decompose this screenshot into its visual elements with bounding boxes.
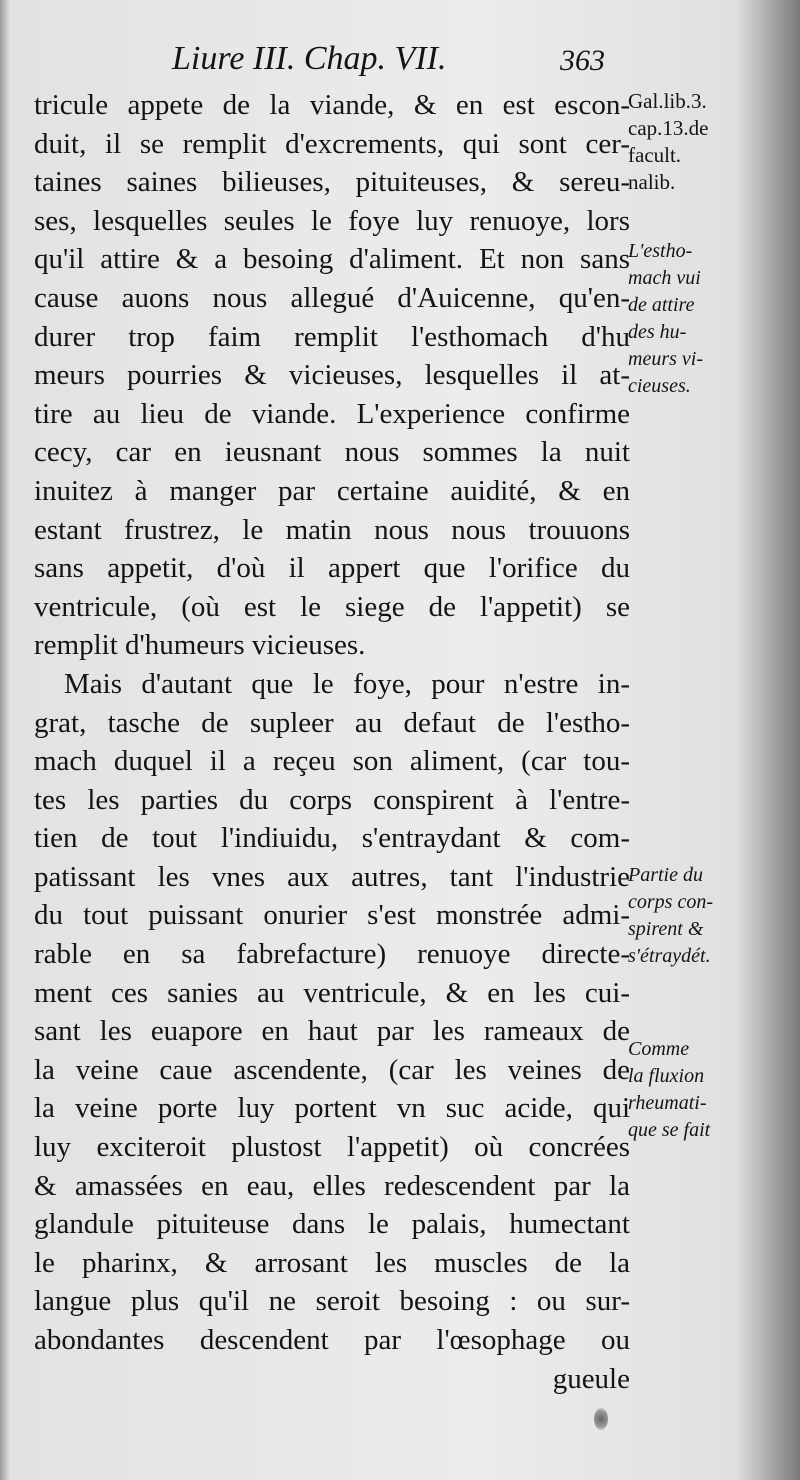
- margin-note-parties: [628, 862, 794, 970]
- text-line: cause auons nous allegué d'Auicenne, qu'en-: [34, 281, 630, 314]
- margin-note-line: Gal.lib.3.: [628, 89, 707, 113]
- margin-note-line: Comme: [628, 1038, 690, 1060]
- text-line: du tout puissant onurier s'est monstrée admi-: [34, 899, 630, 932]
- text-line: glandule pituiteuse dans le palais, humectant: [34, 1208, 630, 1241]
- margin-note-line: corps con-: [628, 891, 713, 913]
- text-line: & amassées en eau, elles redescendent par la: [34, 1169, 630, 1202]
- catchword: gueule: [552, 1362, 630, 1395]
- text-line: sant les euapore en haut par les rameaux de: [34, 1015, 630, 1048]
- page-number: 363: [560, 44, 605, 77]
- text-line: ses, lesquelles seules le foye luy renuoye, lors: [34, 204, 630, 237]
- margin-note-line: L'estho-: [628, 240, 693, 262]
- text-line: grat, tasche de supleer au defaut de l'estho-: [34, 706, 630, 739]
- margin-note-line: des hu-: [628, 321, 687, 343]
- text-line: ventricule, (où est le siege de l'appetit) se: [34, 590, 630, 623]
- margin-note-line: facult.: [628, 143, 682, 167]
- margin-note-esthomach: [628, 238, 794, 400]
- text-line: durer trop faim remplit l'esthomach d'hu: [34, 320, 630, 353]
- text-line: duit, il se remplit d'excrements, qui sont cer-: [34, 127, 630, 160]
- text-line: estant frustrez, le matin nous nous trouuons: [34, 513, 630, 546]
- running-title: Liure III. Chap. VII.: [172, 40, 447, 77]
- text-line: la veine porte luy portent vn suc acide, qui: [34, 1092, 630, 1125]
- text-line: luy exciteroit plustost l'appetit) où concrées: [34, 1131, 630, 1164]
- text-line: la veine caue ascendente, (car les veines de: [34, 1053, 630, 1086]
- text-line: le pharinx, & arrosant les muscles de la: [34, 1246, 630, 1279]
- text-line: meurs pourries & vicieuses, lesquelles il at-: [34, 359, 630, 392]
- margin-note-line: mach vui: [628, 267, 701, 289]
- margin-note-fluxion: [628, 1036, 794, 1144]
- text-line: langue plus qu'il ne seroit besoing : ou sur-: [34, 1285, 630, 1318]
- margin-note-line: cieuses.: [628, 375, 691, 397]
- text-line: tes les parties du corps conspirent à l'entre-: [34, 783, 630, 816]
- text-line: tire au lieu de viande. L'experience confirme: [34, 397, 630, 430]
- margin-note-line: la fluxion: [628, 1065, 705, 1087]
- text-line: patissant les vnes aux autres, tant l'industrie: [34, 860, 630, 893]
- text-line: taines saines bilieuses, pituiteuses, & sereu-: [34, 166, 630, 199]
- margin-note-line: que se fait: [628, 1119, 711, 1141]
- margin-note-line: nalib.: [628, 170, 676, 194]
- margin-note-line: meurs vi-: [628, 348, 703, 370]
- text-line: sans appetit, d'où il appert que l'orifice du: [34, 552, 630, 585]
- margin-note-line: rheumati-: [628, 1092, 707, 1114]
- text-line: tricule appete de la viande, & en est escon-: [34, 89, 630, 121]
- margin-note-line: de attire: [628, 294, 695, 316]
- margin-note-line: spirent &: [628, 918, 704, 940]
- margin-note-line: cap.13.de: [628, 116, 709, 140]
- text-line: rable en sa fabrefacture) renuoye directe-: [34, 938, 630, 971]
- body-text: [34, 86, 630, 1398]
- text-line: Mais d'autant que le foye, pour n'estre in-: [64, 667, 630, 700]
- text-line: inuitez à manger par certaine auidité, & en: [34, 474, 630, 507]
- margin-note-galen: [628, 88, 794, 196]
- text-line: qu'il attire & a besoing d'aliment. Et non sans: [34, 243, 630, 276]
- text-line: mach duquel il a reçeu son aliment, (car tou-: [34, 745, 630, 778]
- text-line: remplit d'humeurs vicieuses.: [34, 629, 366, 662]
- ink-blot: [594, 1408, 608, 1430]
- margin-notes: [628, 0, 798, 1480]
- text-line: abondantes descendent par l'œsophage ou: [34, 1324, 630, 1356]
- text-line: tien de tout l'indiuidu, s'entraydant & com-: [34, 822, 630, 855]
- margin-note-line: s'étraydét.: [628, 945, 711, 967]
- text-line: cecy, car en ieusnant nous sommes la nuit: [34, 436, 630, 469]
- margin-note-line: Partie du: [628, 864, 703, 886]
- text-line: ment ces sanies au ventricule, & en les cui-: [34, 976, 630, 1009]
